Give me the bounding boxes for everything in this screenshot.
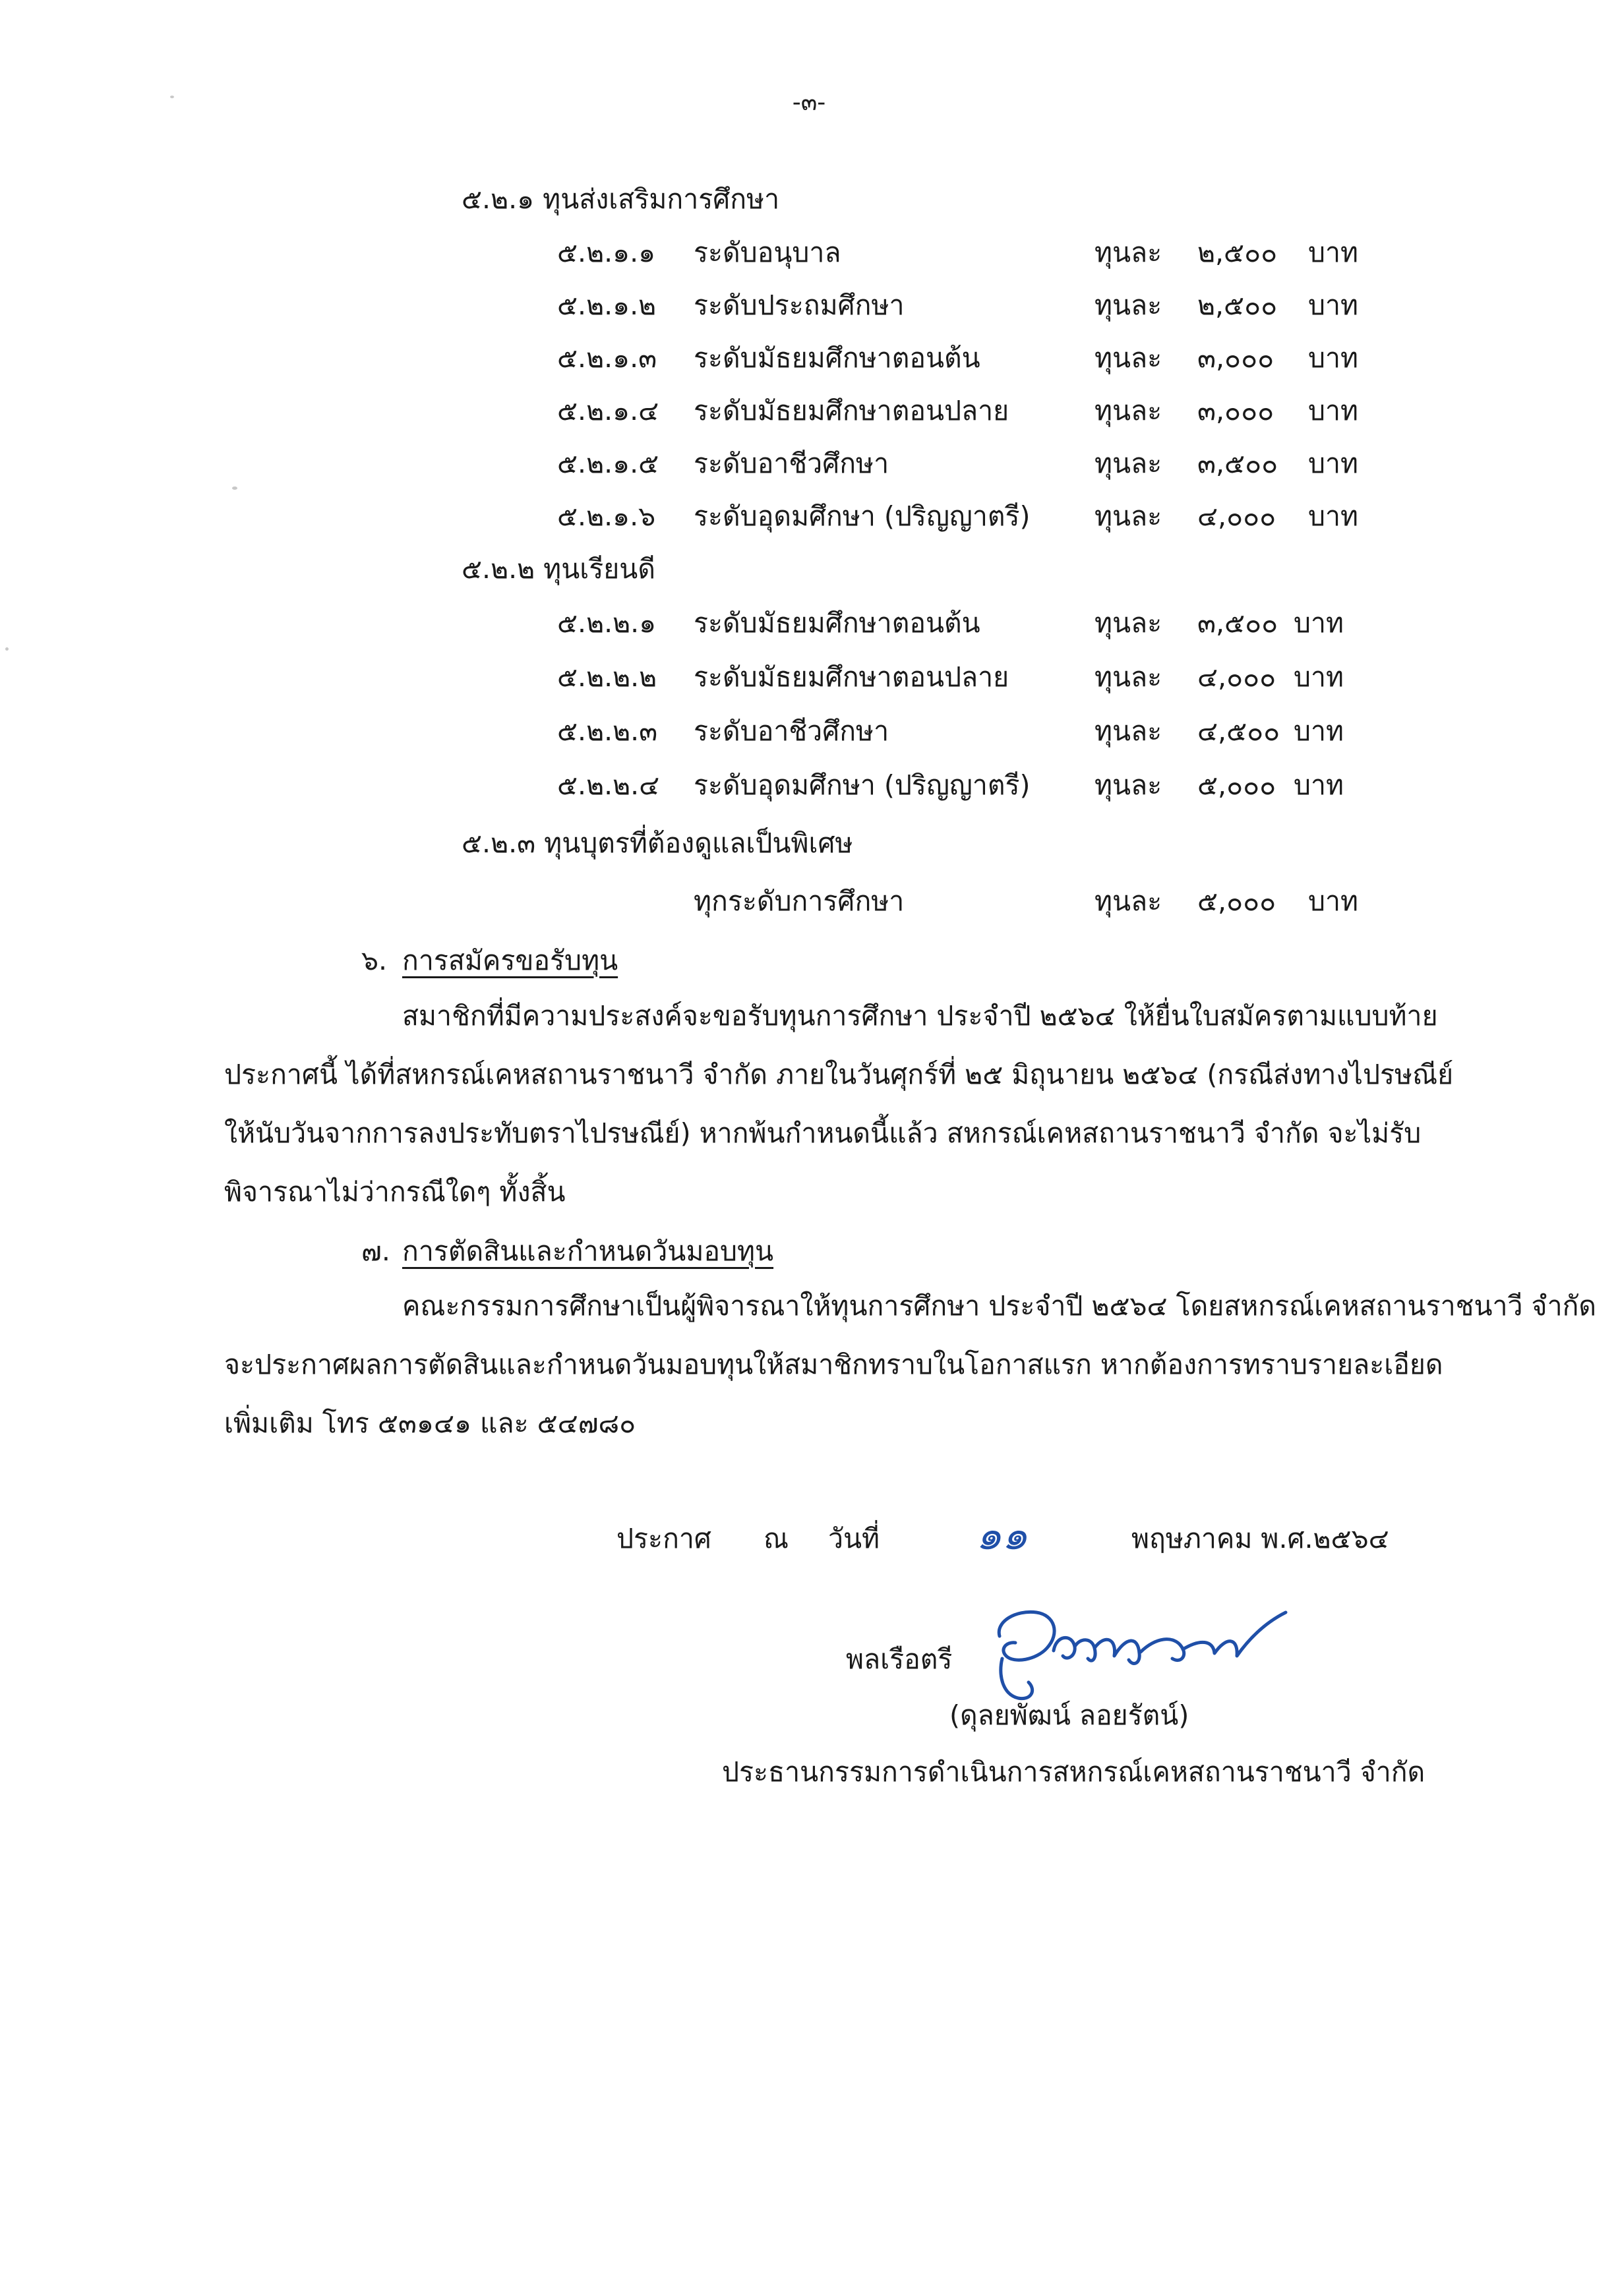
scan-speck [232,486,237,490]
item-per: ทุนละ [1094,342,1162,374]
item-code: ๕.๒.๒.๓ [557,715,658,747]
announcement-date-label: วันที่ [828,1523,880,1554]
item-unit: บาท [1308,237,1359,268]
item-unit: บาท [1308,289,1359,321]
item-amount: ๕,๐๐๐ [1197,885,1276,917]
item-amount: ๔,๕๐๐ [1197,715,1280,747]
item-per: ทุนละ [1094,500,1162,532]
item-unit: บาท [1294,769,1344,801]
paragraph-line: ประกาศนี้ ได้ที่สหกรณ์เคหสถานราชนาวี จำกัด ภายในวันศุกร์ที่ ๒๕ มิถุนายน ๒๕๖๔ (กรณีส่งทางไปรษณีย์ [224,1059,1454,1090]
item-level: ทุกระดับการศึกษา [694,885,905,917]
item-per: ทุนละ [1094,237,1162,268]
item-level: ระดับมัธยมศึกษาตอนต้น [694,342,980,374]
item-unit: บาท [1294,661,1344,693]
item-per: ทุนละ [1094,607,1162,639]
item-unit: บาท [1308,342,1359,374]
item-level: ระดับมัธยมศึกษาตอนปลาย [694,395,1009,427]
announcement-at: ณ [764,1523,789,1554]
item-level: ระดับอาชีวศึกษา [694,715,889,747]
item-code: ๕.๒.๑.๕ [557,448,659,479]
item-code: ๕.๒.๒.๔ [557,769,660,801]
item-unit: บาท [1308,500,1359,532]
item-level: ระดับประถมศึกษา [694,289,905,321]
item-amount: ๔,๐๐๐ [1197,661,1276,693]
item-unit: บาท [1308,395,1359,427]
item-per: ทุนละ [1094,448,1162,479]
item-amount: ๔,๐๐๐ [1197,500,1276,532]
item-level: ระดับอาชีวศึกษา [694,448,889,479]
handwritten-day: ๑๑ [976,1511,1028,1559]
paragraph-line: จะประกาศผลการตัดสินและกำหนดวันมอบทุนให้สมาชิกทราบในโอกาสแรก หากต้องการทราบรายละเอียด [224,1349,1443,1380]
paragraph-line: คณะกรรมการศึกษาเป็นผู้พิจารณาให้ทุนการศึกษา ประจำปี ๒๕๖๔ โดยสหกรณ์เคหสถานราชนาวี จำกัด [402,1290,1597,1322]
scan-speck [5,647,9,651]
paragraph-line: สมาชิกที่มีความประสงค์จะขอรับทุนการศึกษา ประจำปี ๒๕๖๔ ให้ยื่นใบสมัครตามแบบท้าย [402,1000,1438,1032]
item-level: ระดับอุดมศึกษา (ปริญญาตรี) [694,500,1031,532]
paragraph-line: พิจารณาไม่ว่ากรณีใดๆ ทั้งสิ้น [224,1176,566,1208]
item-code: ๕.๒.๑.๓ [557,342,657,374]
announcement-month-year: พฤษภาคม พ.ศ.๒๕๖๔ [1131,1523,1389,1554]
section-6-title: การสมัครขอรับทุน [402,945,618,976]
item-per: ทุนละ [1094,715,1162,747]
item-amount: ๓,๕๐๐ [1197,607,1278,639]
item-level: ระดับอนุบาล [694,237,841,268]
signatory-position: ประธานกรรมการดำเนินการสหกรณ์เคหสถานราชนาวี จำกัด [722,1756,1425,1788]
section-heading-5-2-3: ๕.๒.๓ ทุนบุตรที่ต้องดูแลเป็นพิเศษ [462,827,853,859]
paragraph-line: เพิ่มเติม โทร ๕๓๑๔๑ และ ๕๔๗๘๐ [224,1407,636,1439]
item-amount: ๕,๐๐๐ [1197,769,1276,801]
item-per: ทุนละ [1094,661,1162,693]
item-code: ๕.๒.๑.๒ [557,289,657,321]
item-level: ระดับมัธยมศึกษาตอนปลาย [694,661,1009,693]
item-per: ทุนละ [1094,769,1162,801]
item-level: ระดับอุดมศึกษา (ปริญญาตรี) [694,769,1031,801]
item-code: ๕.๒.๑.๑ [557,237,656,268]
item-amount: ๓,๐๐๐ [1197,342,1274,374]
section-heading-5-2-2: ๕.๒.๒ ทุนเรียนดี [462,553,655,585]
paragraph-line: ให้นับวันจากการลงประทับตราไปรษณีย์) หากพ้นกำหนดนี้แล้ว สหกรณ์เคหสถานราชนาวี จำกัด จะไม่รับ [224,1117,1422,1149]
item-per: ทุนละ [1094,289,1162,321]
item-code: ๕.๒.๑.๔ [557,395,659,427]
page-number: -๓- [792,89,826,116]
item-amount: ๓,๐๐๐ [1197,395,1274,427]
section-7-number: ๗. [361,1235,390,1267]
section-6-number: ๖. [361,945,388,976]
item-amount: ๒,๕๐๐ [1197,289,1278,321]
item-code: ๕.๒.๑.๖ [557,500,656,532]
item-unit: บาท [1308,448,1359,479]
item-unit: บาท [1294,715,1344,747]
item-amount: ๓,๕๐๐ [1197,448,1278,479]
item-code: ๕.๒.๒.๑ [557,607,657,639]
item-level: ระดับมัธยมศึกษาตอนต้น [694,607,980,639]
announcement-label: ประกาศ [616,1523,711,1554]
section-7-title: การตัดสินและกำหนดวันมอบทุน [402,1235,774,1267]
item-code: ๕.๒.๒.๒ [557,661,657,693]
item-unit: บาท [1294,607,1344,639]
section-heading-5-2-1: ๕.๒.๑ ทุนส่งเสริมการศึกษา [462,183,780,215]
signatory-rank: พลเรือตรี [846,1643,953,1675]
item-per: ทุนละ [1094,395,1162,427]
item-amount: ๒,๕๐๐ [1197,237,1278,268]
item-per: ทุนละ [1094,885,1162,917]
signatory-name: (ดุลยพัฒน์ ลอยรัตน์) [949,1699,1189,1731]
item-unit: บาท [1308,885,1359,917]
handwritten-signature [976,1595,1292,1707]
